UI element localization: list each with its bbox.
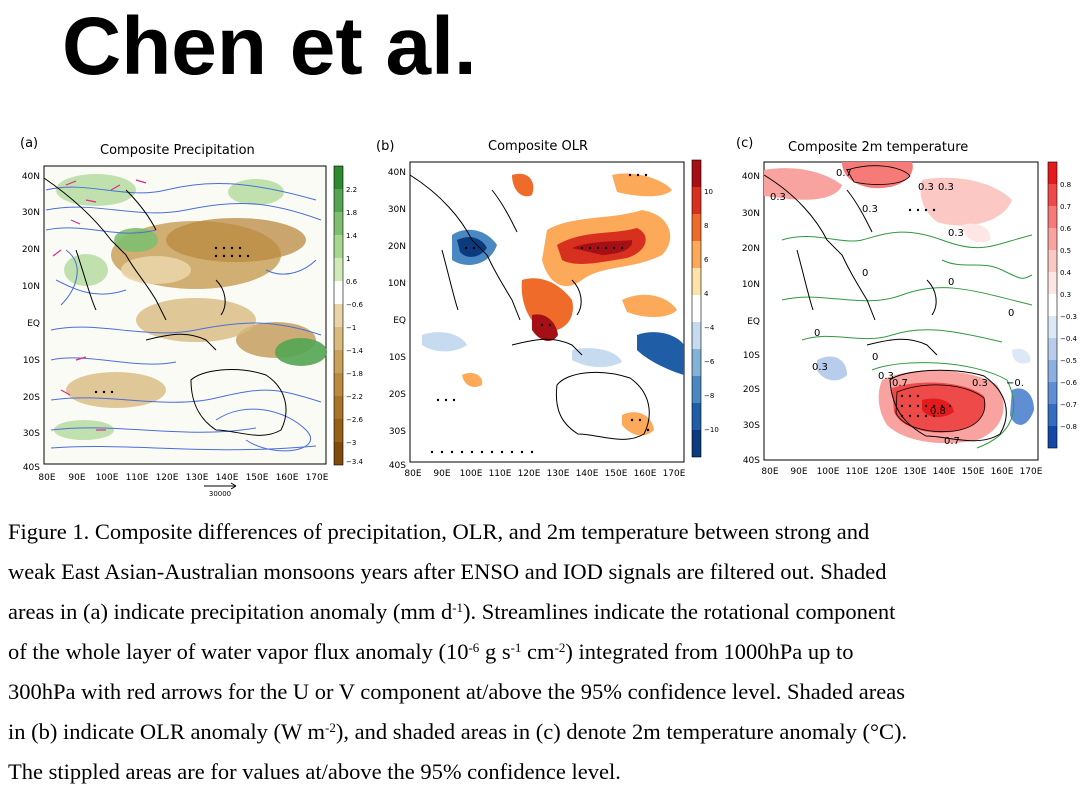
caption-line [8,752,1058,792]
colorbar-swatch [692,214,701,241]
colorbar-swatch [1048,316,1057,338]
colorbar-label: 0.7 [1060,203,1072,211]
y-tick-label: 20S [742,385,760,395]
contour-label: 0 [1008,308,1015,319]
colorbar-label: −0.8 [1060,423,1077,431]
slide-title: Chen et al. [62,1,477,92]
colorbar-label: −2.6 [346,416,363,424]
x-tick-label: 130E [185,473,209,483]
x-tick-label: 170E [662,469,686,479]
x-tick-label: 80E [38,473,56,483]
panel-a-composite-precipitation [16,130,366,500]
colorbar-swatch [1048,162,1057,184]
x-tick-label: 120E [874,467,898,477]
x-tick-label: 110E [845,467,869,477]
contour-label: 0 [814,328,821,339]
contour-label: 0.3 [948,228,964,239]
panel-a-y-axis [22,172,40,473]
caption-superscript: -1 [452,600,464,615]
contour-label: 0.7 [944,436,960,447]
x-tick-label: 80E [761,467,779,477]
contour-label: 0.3 [918,182,934,193]
panel-b-title: Composite OLR [488,139,589,154]
panel-c-figure [722,130,1076,500]
contour-label: 0.3 [770,192,786,203]
y-tick-label: 30N [387,205,406,215]
y-tick-label: EQ [27,319,40,329]
colorbar-label: −3 [346,439,357,447]
panel-b-figure [372,130,717,500]
contour-label: −0. [1006,378,1024,389]
colorbar-swatch [334,166,343,189]
colorbar-swatch [1048,184,1057,206]
colorbar-swatch [692,241,701,268]
x-tick-label: 110E [125,473,149,483]
caption-text: The stippled areas are for values at/above the 95% confidence level. [8,759,621,784]
caption-text: in (b) indicate OLR anomaly (W m [8,719,325,744]
figure-1-panels [16,130,1076,500]
x-tick-label: 140E [215,473,239,483]
colorbar-swatch [692,403,701,430]
colorbar-label: 1.8 [346,209,358,217]
x-tick-label: 140E [932,467,956,477]
panel-c-x-axis [761,467,1042,477]
colorbar-swatch [692,430,701,457]
y-tick-label: 10N [387,279,406,289]
caption-superscript: -1 [510,640,522,655]
caption-text: ), and shaded areas in (c) denote 2m temperature anomaly (°C). [335,719,908,744]
panel-b-composite-olr [372,130,717,500]
contour-label: 0.3 [862,204,878,215]
figure-caption [8,512,1058,792]
caption-line [8,672,1058,712]
colorbar-label: −3.4 [346,458,363,466]
caption-line [8,512,1058,552]
y-tick-label: 20S [22,393,40,403]
contour-label: 0.3 [878,371,894,382]
panel-a-colorbar [334,166,364,466]
panel-c-letter: (c) [736,136,754,151]
x-tick-label: 100E [816,467,840,477]
x-tick-label: 100E [95,473,119,483]
colorbar-label: −1 [346,324,357,332]
colorbar-label: −0.3 [1060,313,1077,321]
y-tick-label: 30N [21,208,40,218]
x-tick-label: 120E [155,473,179,483]
caption-line [8,552,1058,592]
caption-superscript: -2 [554,640,566,655]
reference-vector-label: 30000 [208,490,232,498]
y-tick-label: 20N [21,245,40,255]
panel-a-x-axis [38,473,328,483]
y-tick-label: 30S [388,427,406,437]
colorbar-swatch [334,189,343,212]
panel-a-letter: (a) [20,136,39,151]
colorbar-label: −2.2 [346,393,363,401]
panel-c-title: Composite 2m temperature [788,140,969,155]
colorbar-swatch [692,160,701,187]
x-tick-label: 130E [546,469,570,479]
x-tick-label: 120E [517,469,541,479]
panel-a-map [44,166,327,464]
panel-a-figure [16,130,366,500]
contour-label: 0.7 [836,168,852,179]
x-tick-label: 160E [633,469,657,479]
colorbar-label: −10 [704,426,719,434]
colorbar-swatch [692,322,701,349]
colorbar-label: −0.5 [1060,357,1077,365]
contour-label: 0.8 [930,406,946,417]
colorbar-swatch [334,373,343,396]
colorbar-label: 1.4 [346,232,358,240]
colorbar-label: 0.6 [346,278,358,286]
caption-line [8,712,1058,752]
contour-label: 0.7 [892,378,908,389]
y-tick-label: 20N [741,244,760,254]
y-tick-label: 20N [387,242,406,252]
colorbar-swatch [1048,426,1057,448]
colorbar-swatch [334,350,343,373]
panel-c-composite-2m-temperature [722,130,1076,500]
colorbar-swatch [334,212,343,235]
caption-text: Figure 1. Composite differences of precipitation, OLR, and 2m temperature between strong and [8,519,870,544]
panel-b-y-axis [388,168,406,471]
x-tick-label: 80E [404,469,422,479]
contour-label: 0.3 [972,378,988,389]
x-tick-label: 140E [575,469,599,479]
x-tick-label: 100E [459,469,483,479]
x-tick-label: 160E [990,467,1014,477]
colorbar-swatch [1048,294,1057,316]
x-tick-label: 90E [790,467,808,477]
caption-text: cm [521,639,555,664]
colorbar-label: −0.6 [346,301,363,309]
caption-text: 300hPa with red arrows for the U or V component at/above the 95% confidence level. Shaded areas [8,679,906,704]
colorbar-label: −0.7 [1060,401,1077,409]
caption-text: g s [479,639,511,664]
colorbar-label: 2.2 [346,186,358,194]
y-tick-label: 10S [742,351,760,361]
colorbar-label: 0.5 [1060,247,1072,255]
colorbar-swatch [692,268,701,295]
y-tick-label: 40N [741,172,760,182]
y-tick-label: 40N [21,172,40,182]
colorbar-swatch [334,258,343,281]
y-tick-label: 30S [742,421,760,431]
colorbar-label: −6 [704,358,715,366]
caption-text: weak East Asian-Australian monsoons years after ENSO and IOD signals are filtered out. Shaded [8,559,887,584]
colorbar-label: 0.8 [1060,181,1072,189]
caption-text: areas in (a) indicate precipitation anomaly (mm d [8,599,453,624]
panel-b-letter: (b) [376,139,395,154]
caption-line [8,632,1058,672]
colorbar-label: −0.4 [1060,335,1077,343]
colorbar-label: 8 [704,222,709,230]
colorbar-label: −8 [704,392,715,400]
caption-superscript: -2 [325,720,336,735]
colorbar-label: −1.4 [346,347,363,355]
y-tick-label: 30S [22,429,40,439]
colorbar-swatch [692,295,701,322]
panel-a-reference-vector [204,483,236,498]
colorbar-label: 6 [704,256,709,264]
y-tick-label: 30N [741,209,760,219]
y-tick-label: 40S [388,461,406,471]
x-tick-label: 170E [1019,467,1043,477]
colorbar-swatch [334,442,343,465]
panel-a-title: Composite Precipitation [100,143,255,158]
y-tick-label: 10N [21,282,40,292]
x-tick-label: 90E [433,469,451,479]
y-tick-label: 20S [388,390,406,400]
colorbar-swatch [1048,360,1057,382]
x-tick-label: 110E [488,469,512,479]
colorbar-label: 0.3 [1060,291,1072,299]
colorbar-swatch [1048,382,1057,404]
caption-text: ) integrated from 1000hPa up to [565,639,854,664]
contour-label: 0 [862,268,869,279]
caption-text: ). Streamlines indicate the rotational component [463,599,896,624]
colorbar-swatch [692,376,701,403]
y-tick-label: 10S [22,356,40,366]
colorbar-swatch [1048,404,1057,426]
x-tick-label: 160E [275,473,299,483]
colorbar-label: 0.6 [1060,225,1072,233]
caption-line [8,592,1058,632]
colorbar-label: 1 [346,255,351,263]
y-tick-label: EQ [747,317,760,327]
colorbar-swatch [692,349,701,376]
x-tick-label: 150E [961,467,985,477]
contour-label: 0.3 [938,182,954,193]
colorbar-swatch [334,235,343,258]
colorbar-swatch [692,187,701,214]
colorbar-swatch [1048,228,1057,250]
contour-label: 0 [872,352,879,363]
colorbar-label: −4 [704,324,715,332]
y-tick-label: 10S [388,353,406,363]
panel-b-x-axis [404,469,685,479]
caption-text: of the whole layer of water vapor flux anomaly (10 [8,639,469,664]
colorbar-swatch [1048,206,1057,228]
colorbar-swatch [334,304,343,327]
x-tick-label: 90E [68,473,86,483]
y-tick-label: 40S [22,463,40,473]
colorbar-swatch [334,327,343,350]
colorbar-swatch [1048,250,1057,272]
caption-superscript: -6 [468,640,480,655]
y-tick-label: 40S [742,456,760,466]
colorbar-swatch [334,396,343,419]
y-tick-label: EQ [393,316,406,326]
y-tick-label: 40N [387,168,406,178]
y-tick-label: 10N [741,280,760,290]
colorbar-swatch [334,419,343,442]
x-tick-label: 130E [903,467,927,477]
x-tick-label: 150E [604,469,628,479]
contour-label: 0 [948,277,955,288]
x-tick-label: 170E [305,473,329,483]
x-tick-label: 150E [245,473,269,483]
colorbar-swatch [1048,338,1057,360]
contour-label: 0.3 [812,362,828,373]
colorbar-label: −1.8 [346,370,363,378]
colorbar-swatch [1048,272,1057,294]
panel-b-colorbar [692,160,719,457]
colorbar-swatch [334,281,343,304]
panel-b-map [410,162,684,462]
colorbar-label: 10 [704,188,713,196]
panel-c-y-axis [742,172,760,466]
panel-c-map [764,162,1038,460]
colorbar-label: 4 [704,290,709,298]
colorbar-label: −0.6 [1060,379,1077,387]
colorbar-label: 0.4 [1060,269,1072,277]
panel-c-colorbar [1048,162,1078,448]
